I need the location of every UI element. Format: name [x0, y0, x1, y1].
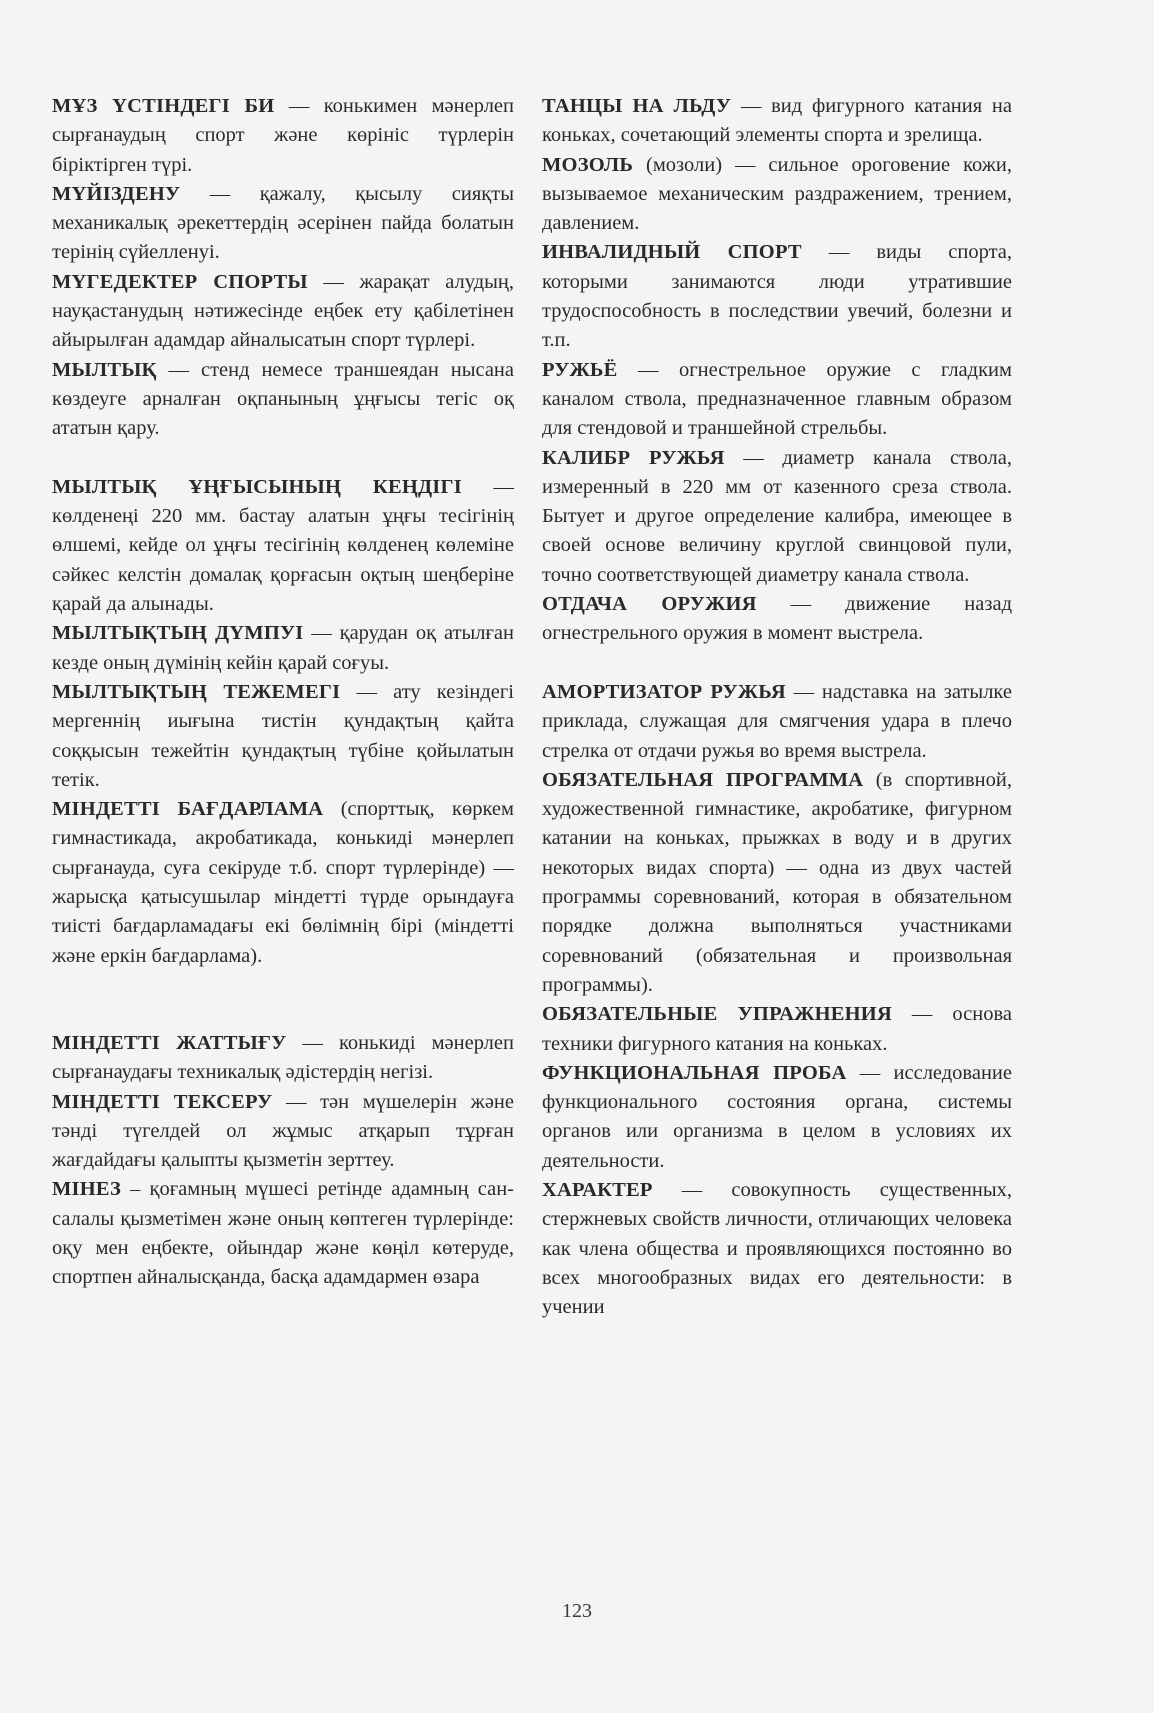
entry-term: МЫЛТЫҚТЫҢ ДҮМПУІ	[52, 622, 304, 645]
entry-term: АМОРТИЗАТОР РУЖЬЯ	[542, 680, 786, 703]
entry-term: МЫЛТЫҚ	[52, 358, 157, 381]
entry-term: МІНДЕТТІ ТЕКСЕРУ	[52, 1090, 273, 1113]
entry-term: МІНДЕТТІ ЖАТТЫҒУ	[52, 1031, 287, 1054]
entry-term: МҮЙІЗДЕНУ	[52, 182, 181, 205]
entry	[52, 795, 514, 971]
entry-definition: (в спортивной, художественной гимнастике, акробатике, фигурном катании на коньках, прыжках в воду и в других некоторых видах спорта) — одна из двух частей программы соревнований, которая в обязательном порядке должна выполняться участниками соревнований (обязательная и произвольная программы).	[542, 768, 1012, 996]
entry	[52, 356, 514, 444]
entry-term: РУЖЬЁ	[542, 358, 618, 381]
entry	[542, 356, 1012, 444]
entry-definition: — движение назад огнестрельного оружия в момент выстрела.	[542, 593, 1013, 645]
entry-definition: — көлденеңі 220 мм. бастау алатын ұңғы тесігінің өлшемі, кейде ол ұңғы тесігінің көлденең көлеміне сәйкес келстін домалақ қорғасын оқтың шеңберіне қарай да алынады.	[52, 475, 515, 616]
page-number: 123	[562, 1600, 592, 1622]
entry	[52, 268, 514, 356]
entry-term: МЫЛТЫҚТЫҢ ТЕЖЕМЕГІ	[52, 680, 341, 703]
left-column-kazakh	[52, 92, 514, 1293]
entry-term: МІНДЕТТІ БАҒДАРЛАМА	[52, 798, 324, 821]
entry-term: ОБЯЗАТЕЛЬНЫЕ УПРАЖНЕНИЯ	[542, 1003, 892, 1026]
entry	[542, 151, 1012, 239]
entry-term: МЫЛТЫҚ ҰҢҒЫСЫНЫҢ КЕҢДІГІ	[52, 475, 462, 498]
entry-definition: (спорттық, көркем гимнастикада, акробатикада, конькиді мәнерлеп сырғанауда, суға секіруде т.б. спорт түрлерінде) — жарысқа қатысушылар міндетті түрде орындауға тиісті бағдарламадағы екі бөлімнің бірі (міндетті және еркін бағдарлама).	[52, 798, 514, 967]
entry-term: ОТДАЧА ОРУЖИЯ	[542, 593, 757, 616]
entry-definition: — основа техники фигурного катания на коньках.	[542, 1003, 1012, 1055]
entry	[542, 678, 1012, 766]
entry-definition: (мозоли) — сильное ороговение кожи, вызываемое механическим раздражением, трением, давлением.	[542, 153, 1012, 235]
entry-term: МОЗОЛЬ	[542, 153, 634, 176]
entry-definition: — конькимен мәнерлеп сырғанаудың спорт және көрініс түрлерін біріктірген түрі.	[52, 95, 514, 176]
entry-definition: — диаметр канала ствола, измеренный в 220 мм от казенного среза ствола. Бытует и другое определение калибра, имеющее в своей основе величину круглой свинцовой пули, точно соответствующей диаметру канала ствола.	[542, 446, 1012, 586]
entry-definition: — жарақат алудың, науқастанудың нәтижесінде еңбек ету қабілетінен айырылған адамдар айналысатын спорт түрлері.	[52, 270, 514, 352]
entry-term: ФУНКЦИОНАЛЬНАЯ ПРОБА	[542, 1061, 847, 1084]
entry-definition: — совокупность существенных, стержневых свойств личности, отличающих человека как члена общества и проявляющихся постоянно во всех многообразных видах его деятельности: в учении	[542, 1178, 1012, 1319]
entry	[542, 1000, 1012, 1059]
entry-definition: — огнестрельное оружие с гладким каналом ствола, предназначенное главным образом для стендовой и траншейной стрельбы.	[542, 358, 1012, 440]
entry	[542, 766, 1012, 1000]
entry-term: МІНЕЗ	[52, 1178, 122, 1201]
entry-term: ТАНЦЫ НА ЛЬДУ	[542, 95, 732, 117]
entry-definition: — конькиді мәнерлеп сырғанаудағы техникалық әдістердің негізі.	[52, 1031, 514, 1084]
entry-definition: — виды спорта, которыми занимаются люди утратившие трудоспособность в последствии увечий, болезни и т.п.	[542, 241, 1013, 352]
entry	[52, 1029, 514, 1088]
entry	[52, 619, 514, 678]
entry-definition: — надставка на затылке приклада, служащая для смягчения удара в плечо стрелка от отдачи ружья во время выстрела.	[542, 680, 1012, 762]
entry	[52, 1088, 514, 1176]
entry-term: ИНВАЛИДНЫЙ СПОРТ	[542, 241, 802, 264]
right-column-russian	[542, 92, 1012, 1322]
entry	[52, 1175, 514, 1292]
entry-definition: — вид фигурного катания на коньках, сочетающий элементы спорта и зрелища.	[542, 95, 1012, 147]
entry	[542, 590, 1012, 649]
entry-definition: — ату кезіндегі мергеннің иығына тистін қундақтың қайта соққысын тежейтін қундақтың түбіне қойылатын тетік.	[52, 680, 514, 791]
entry-term: ОБЯЗАТЕЛЬНАЯ ПРОГРАММА	[542, 768, 864, 791]
entry-term: МҰЗ ҮСТІНДЕГІ БИ	[52, 95, 275, 117]
entry	[52, 92, 514, 180]
entry	[52, 473, 514, 619]
entry-definition: — стенд немесе траншеядан нысана көздеуге арналған оқпанының ұңғысы тегіс оқ ататын қару.	[52, 358, 514, 440]
entry	[542, 238, 1012, 355]
entry	[52, 180, 514, 268]
entry	[542, 92, 1012, 151]
entry	[52, 678, 514, 795]
entry	[542, 1176, 1012, 1322]
entry-definition: – қоғамның мүшесі ретінде адамның сан-салалы қызметімен және оның көптеген түрлерінде: оқу мен еңбекте, ойындар және көңіл көтеруде, спортпен айналысқанда, басқа адамдармен өзара	[52, 1178, 514, 1289]
entry-definition: — қарудан оқ атылған кезде оның дүмінің кейін қарай соғуы.	[52, 622, 514, 674]
entry-definition: — қажалу, қысылу сияқты механикалық әрекеттердің әсерінен пайда болатын терінің сүйелленуі.	[52, 182, 514, 264]
entry	[542, 1059, 1012, 1176]
entry-term: КАЛИБР РУЖЬЯ	[542, 446, 725, 469]
entry-definition: — тән мүшелерін және тәнді түгелдей ол жұмыс атқарып тұрған жағдайдағы қалыпты қызметін зерттеу.	[52, 1090, 514, 1172]
entry-term: ХАРАКТЕР	[542, 1178, 653, 1201]
entry-definition: — исследование функционального состояния органа, системы органов или организма в целом в условиях их деятельности.	[542, 1061, 1012, 1172]
entry	[542, 444, 1012, 590]
entry-term: МҮГЕДЕКТЕР СПОРТЫ	[52, 270, 308, 293]
